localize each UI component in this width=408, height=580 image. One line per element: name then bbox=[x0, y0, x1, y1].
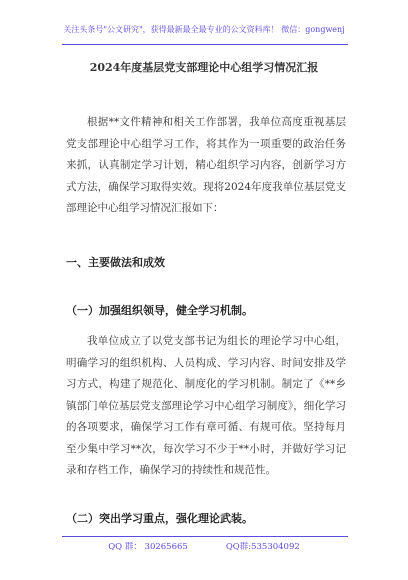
header-banner: 关注头条号"公文研究"，获得最新最全最专业的公文资料库！ 微信：gongwenj bbox=[63, 25, 345, 34]
footer-qq-group-1: QQ 群： 30265665 bbox=[108, 542, 188, 552]
subsection-heading-2: （二）突出学习重点，强化理论武装。 bbox=[66, 512, 253, 525]
footer bbox=[0, 541, 408, 553]
document-title: 2024年度基层党支部理论中心组学习情况汇报 bbox=[89, 61, 319, 74]
subsection-heading: （一）加强组织领导，健全学习机制。 bbox=[66, 304, 253, 317]
intro-paragraph: 根据**文件精神和相关工作部署，我单位高度重视基层党支部理论中心组学习工作，将其作为一项重要的政治任务来抓，认真制定学习计划，精心组织学习内容，创新学习方式方法，确保学习取得实效。现将2024年度我单位基层党支部理论中心组学习情况汇报如下： bbox=[66, 116, 346, 214]
section-heading: 一、主要做法和成效 bbox=[66, 256, 165, 269]
footer-qq-group-2: QQ群:535304092 bbox=[225, 542, 300, 552]
footer-divider bbox=[62, 536, 348, 537]
subsection-paragraph: 我单位成立了以党支部书记为组长的理论学习中心组，明确学习的组织机构、人员构成、学习内容、时间安排及学习方式，构建了规范化、制度化的学习机制。制定了《**乡镇部门单位基层党支部理论学习中心组学习制度》，细化学习的各项要求，确保学习工作有章可循、有规可依。坚持每月至少集中学习**次，每次学习不少于**小时，并做好学习记录和存档工作，确保学习的持续性和规范性。 bbox=[66, 335, 346, 476]
header-divider bbox=[62, 44, 348, 45]
